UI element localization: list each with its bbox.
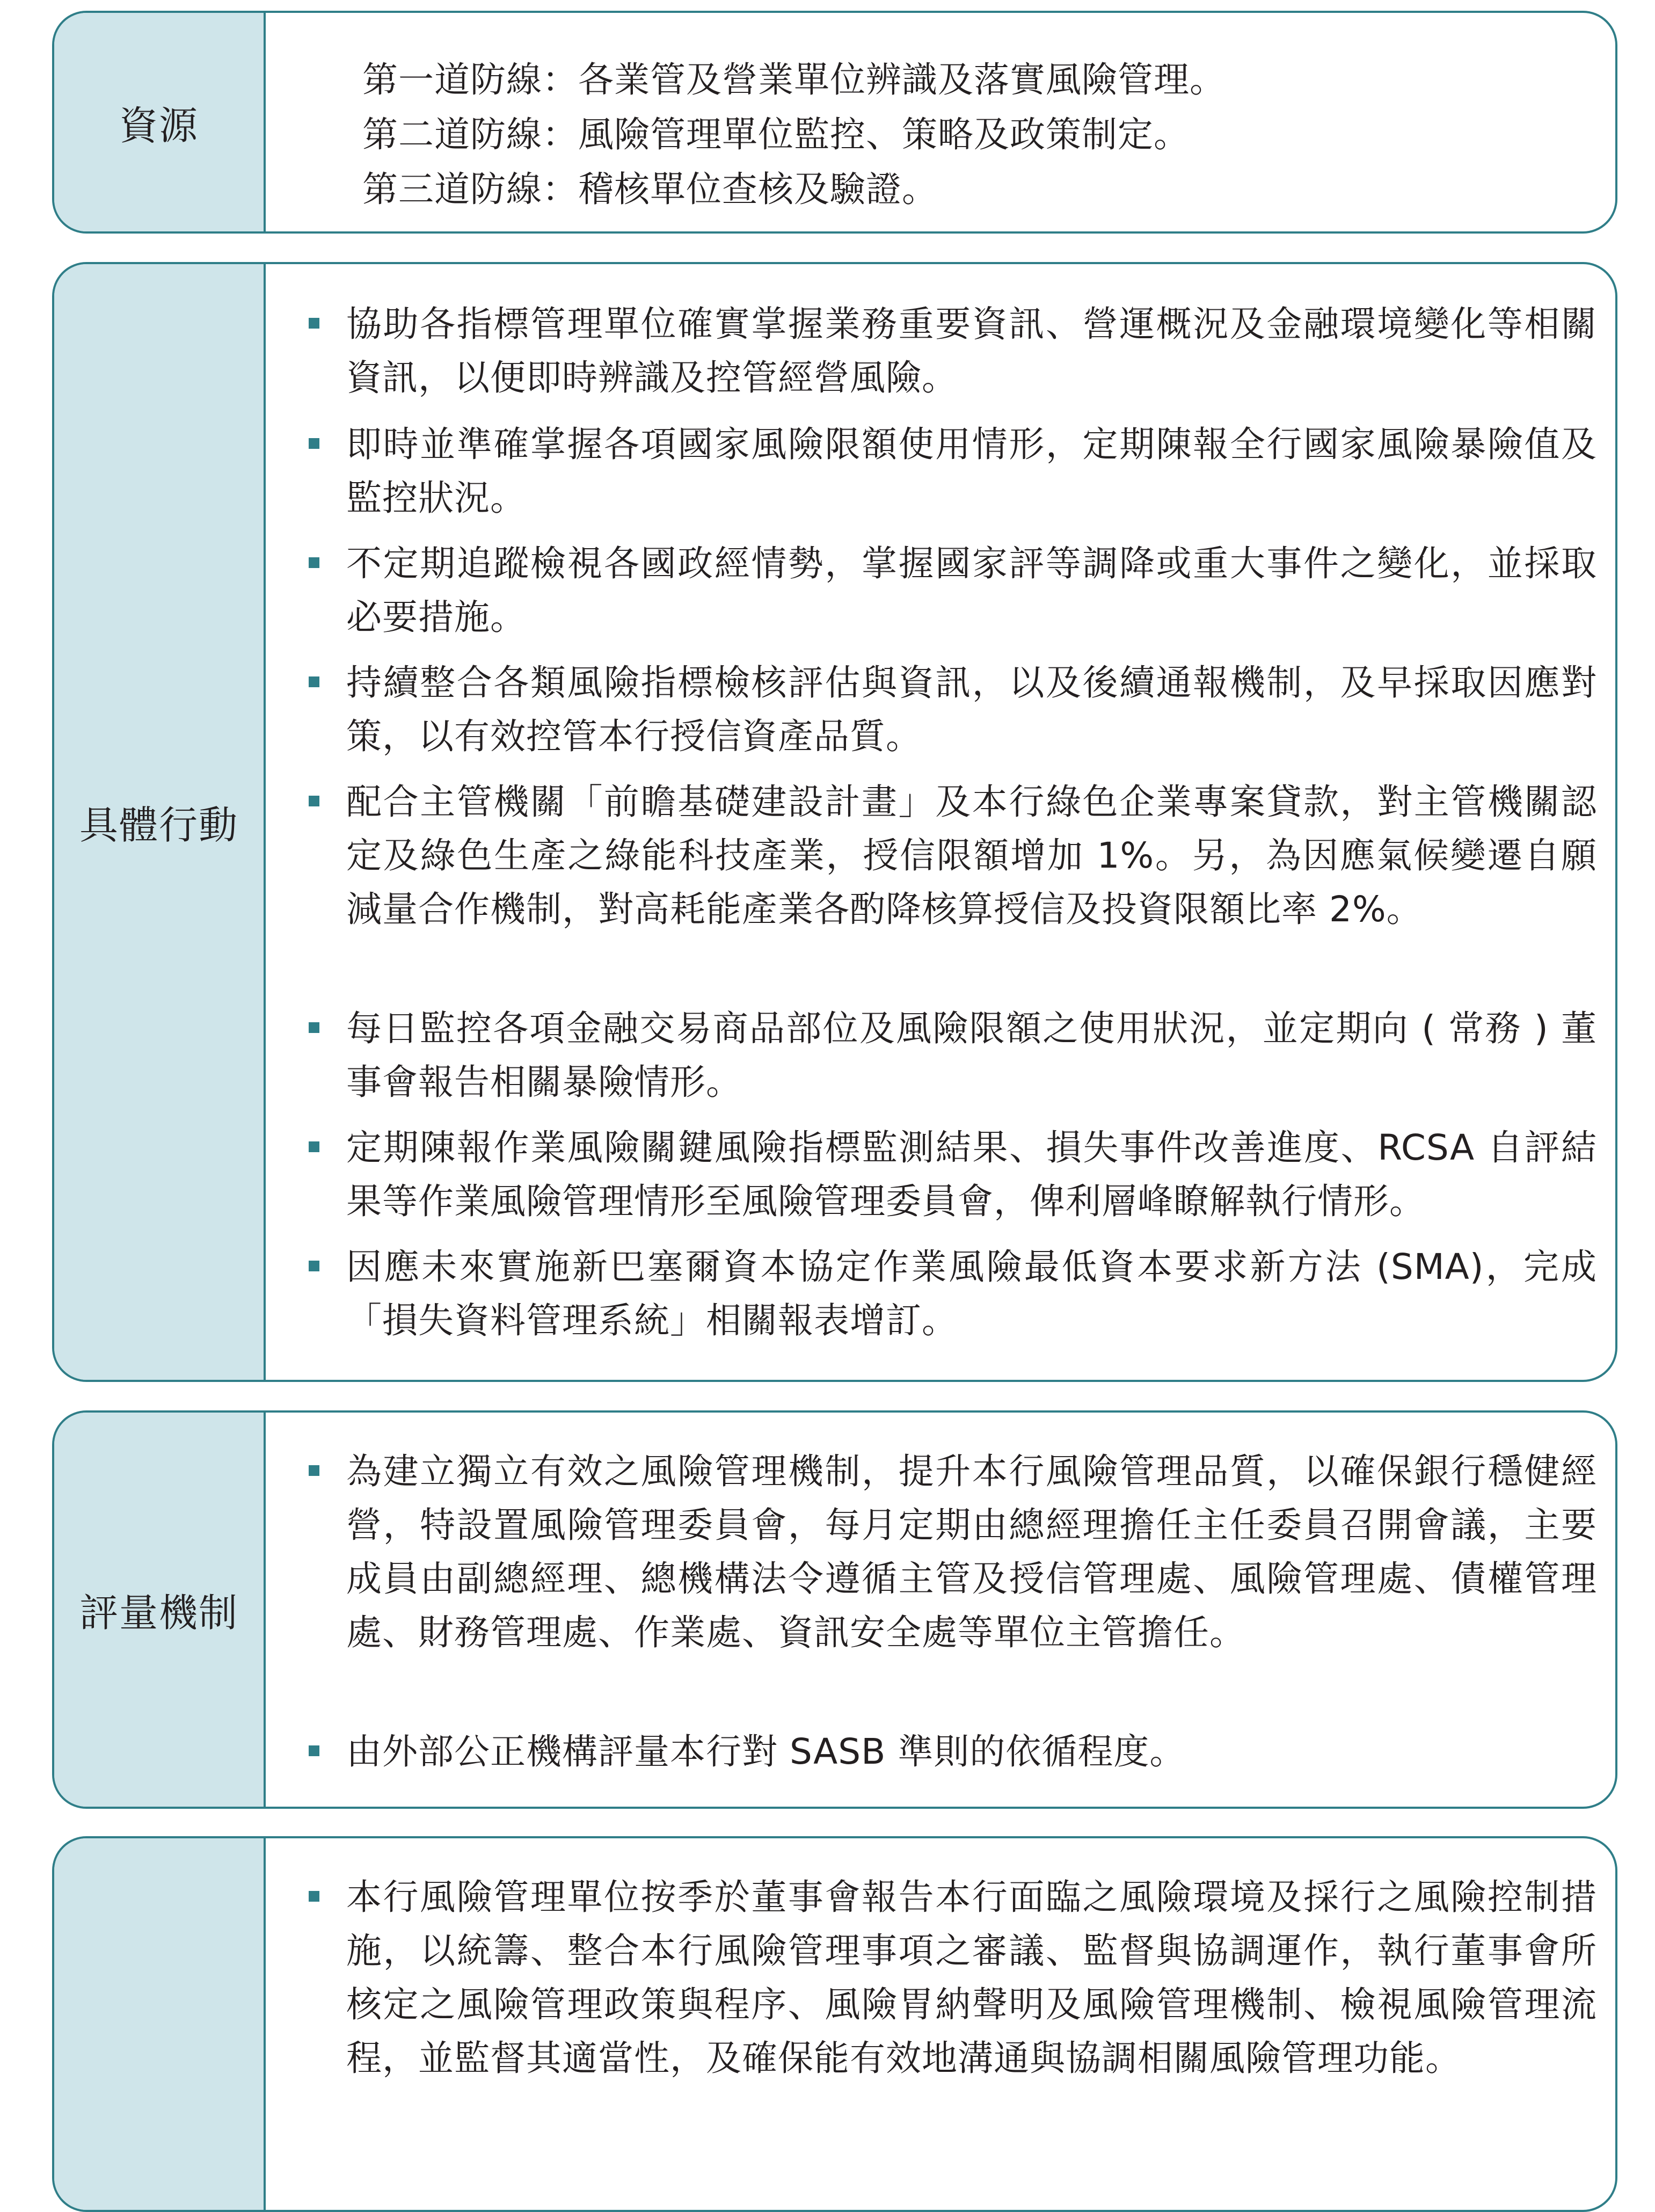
bullet-square-icon: [309, 438, 319, 449]
list-item: 由外部公正機構評量本行對 SASB 準則的依循程度。: [346, 1725, 1597, 1779]
section-actions: [52, 262, 1617, 1382]
list-item: 每日監控各項金融交易商品部位及風險限額之使用狀況，並定期向 ( 常務 ) 董事會報告相關暴險情形。: [346, 1002, 1597, 1109]
list-item: 協助各指標管理單位確實掌握業務重要資訊、營運概況及金融環境變化等相關資訊，以便即時辨識及控管經營風險。: [346, 297, 1597, 405]
bullet-square-icon: [309, 796, 319, 806]
bullet-square-icon: [309, 1891, 319, 1902]
defense-line: 第三道防線：稽核單位查核及驗證。: [362, 169, 938, 210]
bullet-square-icon: [309, 557, 319, 568]
section-evaluation: [52, 1410, 1617, 1809]
bullet-square-icon: [309, 1141, 319, 1152]
list-item: 定期陳報作業風險關鍵風險指標監測結果、損失事件改善進度、RCSA 自評結果等作業風險管理情形至風險管理委員會，俾利層峰瞭解執行情形。: [346, 1121, 1597, 1228]
defense-line: 第一道防線：各業管及營業單位辨識及落實風險管理。: [362, 59, 1226, 100]
list-item: 即時並準確掌握各項國家風險限額使用情形，定期陳報全行國家風險暴險值及監控狀況。: [346, 418, 1597, 525]
defense-line: 第二道防線：風險管理單位監控、策略及政策制定。: [362, 114, 1190, 155]
section-label: 具體行動: [79, 803, 238, 848]
list-item: 因應未來實施新巴塞爾資本協定作業風險最低資本要求新方法 (SMA)，完成「損失資料管理系統」相關報表增訂。: [346, 1240, 1597, 1348]
section-label-cell: [54, 1413, 266, 1807]
bullet-square-icon: [309, 318, 319, 329]
section-content: [266, 264, 1615, 1380]
list-item: 配合主管機關「前瞻基礎建設計畫」及本行綠色企業專案貸款，對主管機關認定及綠色生產之綠能科技產業，授信限額增加 1%。另，為因應氣候變遷自願減量合作機制，對高耗能產業各酌降核算授信及投資限額比率 2%。: [346, 775, 1597, 936]
list-item: 持續整合各類風險指標檢核評估與資訊，以及後續通報機制，及早採取因應對策，以有效控管本行授信資產品質。: [346, 656, 1597, 763]
list-item: 為建立獨立有效之風險管理機制，提升本行風險管理品質，以確保銀行穩健經營，特設置風險管理委員會，每月定期由總經理擔任主任委員召開會議，主要成員由副總經理、總機構法令遵循主管及授信管理處、風險管理處、債權管理處、財務管理處、作業處、資訊安全處等單位主管擔任。: [346, 1445, 1597, 1660]
list-item: 本行風險管理單位按季於董事會報告本行面臨之風險環境及採行之風險控制措施，以統籌、整合本行風險管理事項之審議、監督與協調運作，執行董事會所核定之風險管理政策與程序、風險胃納聲明及風險管理機制、檢視風險管理流程，並監督其適當性，及確保能有效地溝通與協調相關風險管理功能。: [346, 1871, 1597, 2085]
section-label: 評量機制: [79, 1590, 238, 1635]
section-content: [266, 13, 1615, 231]
bullet-square-icon: [309, 1745, 319, 1756]
section-label-cell: [54, 13, 266, 231]
section-label-cell: [54, 264, 266, 1380]
section-oversight: [52, 1836, 1617, 2212]
section-content: [266, 1838, 1615, 2210]
bullet-square-icon: [309, 1261, 319, 1271]
section-label-cell: [54, 1838, 266, 2210]
section-content: [266, 1413, 1615, 1807]
bullet-square-icon: [309, 676, 319, 687]
bullet-square-icon: [309, 1022, 319, 1033]
list-item: 不定期追蹤檢視各國政經情勢，掌握國家評等調降或重大事件之變化，並採取必要措施。: [346, 537, 1597, 644]
section-label: 資源: [119, 103, 199, 148]
bullet-square-icon: [309, 1465, 319, 1476]
section-resources: [52, 11, 1617, 234]
